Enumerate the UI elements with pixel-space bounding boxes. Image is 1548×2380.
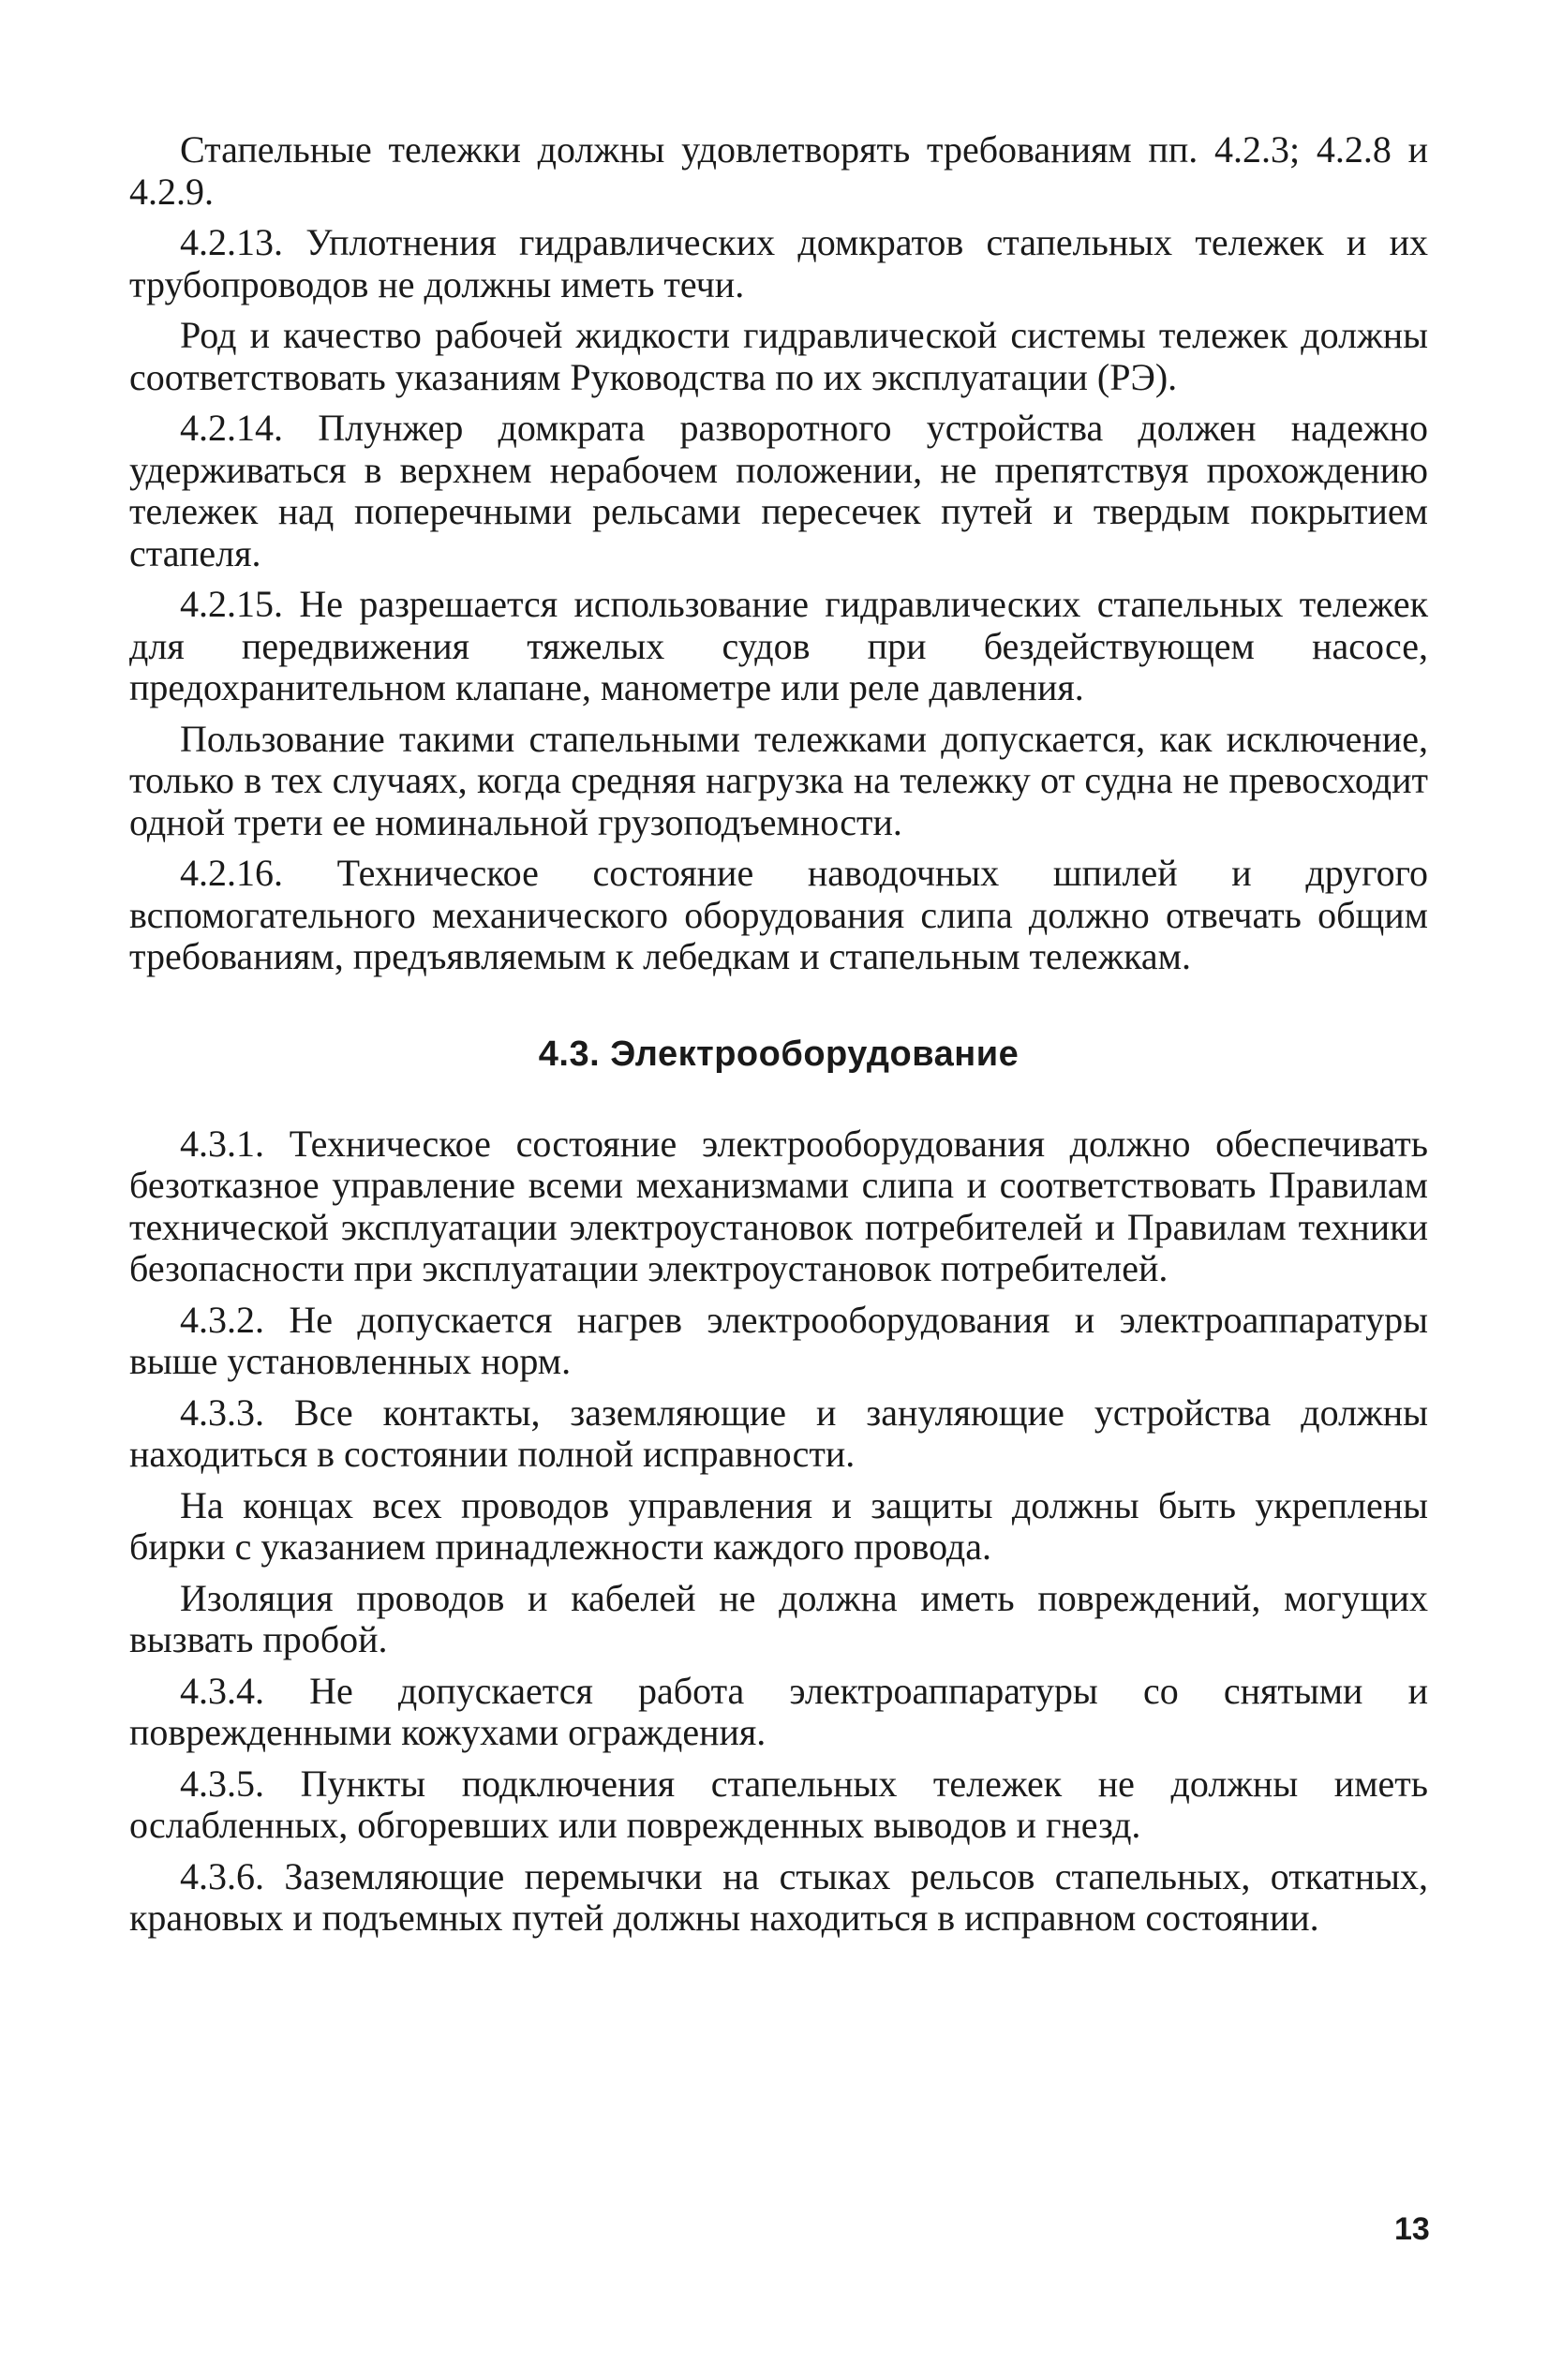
paragraph-4-3-3: 4.3.3. Все контакты, заземляющие и зануляющие устройства должны находиться в состоянии полной исправности. — [129, 1391, 1428, 1475]
paragraph-wire-tags: На концах всех проводов управления и защиты должны быть укреплены бирки с указанием принадлежности каждого провода. — [129, 1483, 1428, 1568]
paragraph-4-2-16: 4.2.16. Техническое состояние наводочных шпилей и другого вспомогательного механического оборудования слипа должно отвечать общим требованиям, предъявляемым к лебедкам и стапельным тележкам. — [129, 852, 1428, 977]
paragraph-4-3-6: 4.3.6. Заземляющие перемычки на стыках рельсов стапельных, откатных, крановых и подъемных путей должны находиться в исправном состоянии. — [129, 1854, 1428, 1939]
paragraph-wagons-requirements: Стапельные тележки должны удовлетворять требованиям пп. 4.2.3; 4.2.8 и 4.2.9. — [129, 128, 1428, 213]
paragraph-4-2-15: 4.2.15. Не разрешается использование гидравлических стапельных тележек для передвижения тяжелых судов при бездействующем насосе, предохранительном клапане, манометре или реле давления. — [129, 583, 1428, 708]
paragraph-4-3-2: 4.3.2. Не допускается нагрев электрооборудования и электроаппаратуры выше установленных норм. — [129, 1298, 1428, 1382]
paragraph-4-2-13: 4.2.13. Уплотнения гидравлических домкратов стапельных тележек и их трубопроводов не должны иметь течи. — [129, 221, 1428, 305]
page-number: 13 — [1394, 2211, 1430, 2247]
section-heading: 4.3. Электрооборудование — [538, 1034, 1020, 1074]
paragraph-4-3-4: 4.3.4. Не допускается работа электроаппаратуры со снятыми и поврежденными кожухами ограждения. — [129, 1669, 1428, 1753]
paragraph-4-3-1: 4.3.1. Техническое состояние электрооборудования должно обеспечивать безотказное управление всеми механизмами слипа и соответствовать Правилам технической эксплуатации электроустановок потребителей и Правилам техники безопасности при эксплуатации электроустановок потребителей. — [129, 1122, 1428, 1289]
document-page — [129, 129, 1428, 1949]
paragraph-working-fluid: Род и качество рабочей жидкости гидравлической системы тележек должны соответствовать указаниям Руководства по их эксплуатации (РЭ). — [129, 314, 1428, 398]
paragraph-insulation: Изоляция проводов и кабелей не должна иметь повреждений, могущих вызвать пробой. — [129, 1576, 1428, 1660]
paragraph-4-3-5: 4.3.5. Пункты подключения стапельных тележек не должны иметь ослабленных, обгоревших или поврежденных выводов и гнезд. — [129, 1762, 1428, 1846]
paragraph-4-2-14: 4.2.14. Плунжер домкрата разворотного устройства должен надежно удерживаться в верхнем нерабочем положении, не препятствуя прохождению тележек над поперечными рельсами пересечек путей и твердым покрытием стапеля. — [129, 407, 1428, 574]
paragraph-usage-exception: Пользование такими стапельными тележками допускается, как исключение, только в тех случаях, когда средняя нагрузка на тележку от судна не превосходит одной трети ее номинальной грузоподъемности. — [129, 717, 1428, 843]
